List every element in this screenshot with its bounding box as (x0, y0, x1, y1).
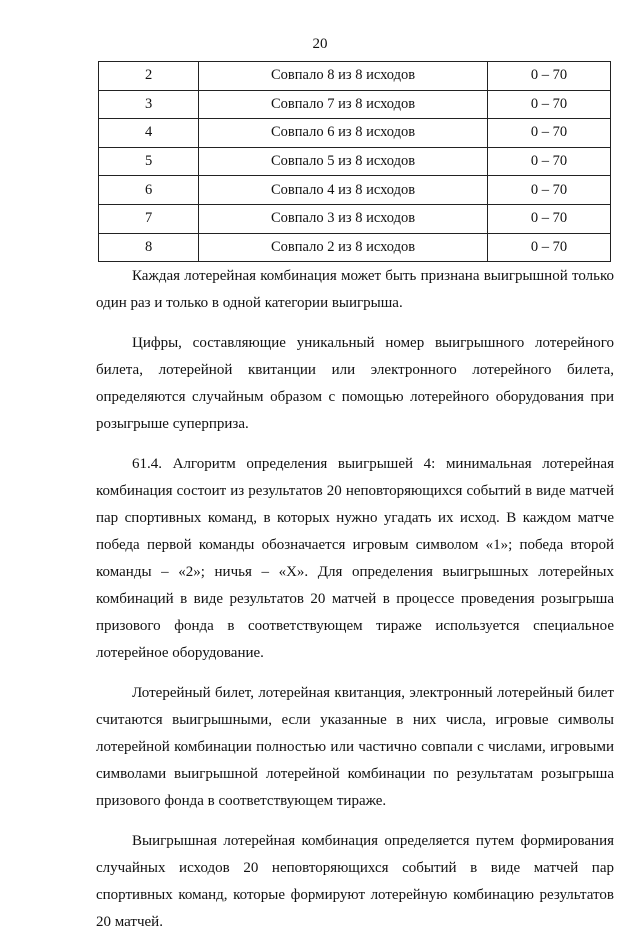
category-cell: 2 (99, 62, 199, 91)
condition-cell: Совпало 4 из 8 исходов (199, 176, 488, 205)
paragraph: Цифры, составляющие уникальный номер выигрышного лотерейного билета, лотерейной квитанции или электронного лотерейного билета, определяются случайным образом с помощью лотерейного оборудования при розыгрыше суперприза. (96, 335, 614, 432)
category-cell: 3 (99, 90, 199, 119)
range-cell: 0 – 70 (487, 204, 610, 233)
category-cell: 4 (99, 119, 199, 148)
paragraph: 61.4. Алгоритм определения выигрышей 4: минимальная лотерейная комбинация состоит из результатов 20 неповторяющихся событий в виде матчей пар спортивных команд, в которых нужно угадать их исход. В каждом матче победа первой команды обозначается игровым символом «1»; победа второй команды – «2»; ничья – «Х». Для определения выигрышных лотерейных комбинаций в виде результатов 20 матчей в процессе проведения розыгрыша призового фонда в соответствующем тираже используется специальное лотерейное оборудование. (96, 456, 614, 661)
paragraph: Лотерейный билет, лотерейная квитанция, электронный лотерейный билет считаются выигрышными, если указанные в них числа, игровые символы лотерейной комбинации полностью или частично совпали с числами, игровыми символами выигрышной лотерейной комбинации по результатам розыгрыша призового фонда в соответствующем тираже. (96, 685, 614, 809)
page-number: 20 (312, 36, 328, 52)
paragraph: Выигрышная лотерейная комбинация определяется путем формирования случайных исходов 20 неповторяющихся событий в виде матчей пар спортивных команд, которые формируют лотерейную комбинацию результатов 20 матчей. (96, 833, 614, 930)
body-text (96, 263, 614, 949)
paragraph: Каждая лотерейная комбинация может быть признана выигрышной только один раз и только в одной категории выигрыша. (96, 268, 614, 311)
category-cell: 7 (99, 204, 199, 233)
prize-category-table (98, 61, 611, 262)
condition-cell: Совпало 8 из 8 исходов (199, 62, 488, 91)
condition-cell: Совпало 5 из 8 исходов (199, 147, 488, 176)
table-row (99, 90, 611, 119)
table-row (99, 204, 611, 233)
category-cell: 5 (99, 147, 199, 176)
range-cell: 0 – 70 (487, 90, 610, 119)
table-row (99, 119, 611, 148)
category-cell: 6 (99, 176, 199, 205)
range-cell: 0 – 70 (487, 147, 610, 176)
table-row (99, 233, 611, 262)
condition-cell: Совпало 7 из 8 исходов (199, 90, 488, 119)
range-cell: 0 – 70 (487, 233, 610, 262)
category-cell: 8 (99, 233, 199, 262)
range-cell: 0 – 70 (487, 119, 610, 148)
range-cell: 0 – 70 (487, 176, 610, 205)
range-cell: 0 – 70 (487, 62, 610, 91)
table-row (99, 62, 611, 91)
condition-cell: Совпало 3 из 8 исходов (199, 204, 488, 233)
table-row (99, 147, 611, 176)
condition-cell: Совпало 2 из 8 исходов (199, 233, 488, 262)
condition-cell: Совпало 6 из 8 исходов (199, 119, 488, 148)
table-row (99, 176, 611, 205)
